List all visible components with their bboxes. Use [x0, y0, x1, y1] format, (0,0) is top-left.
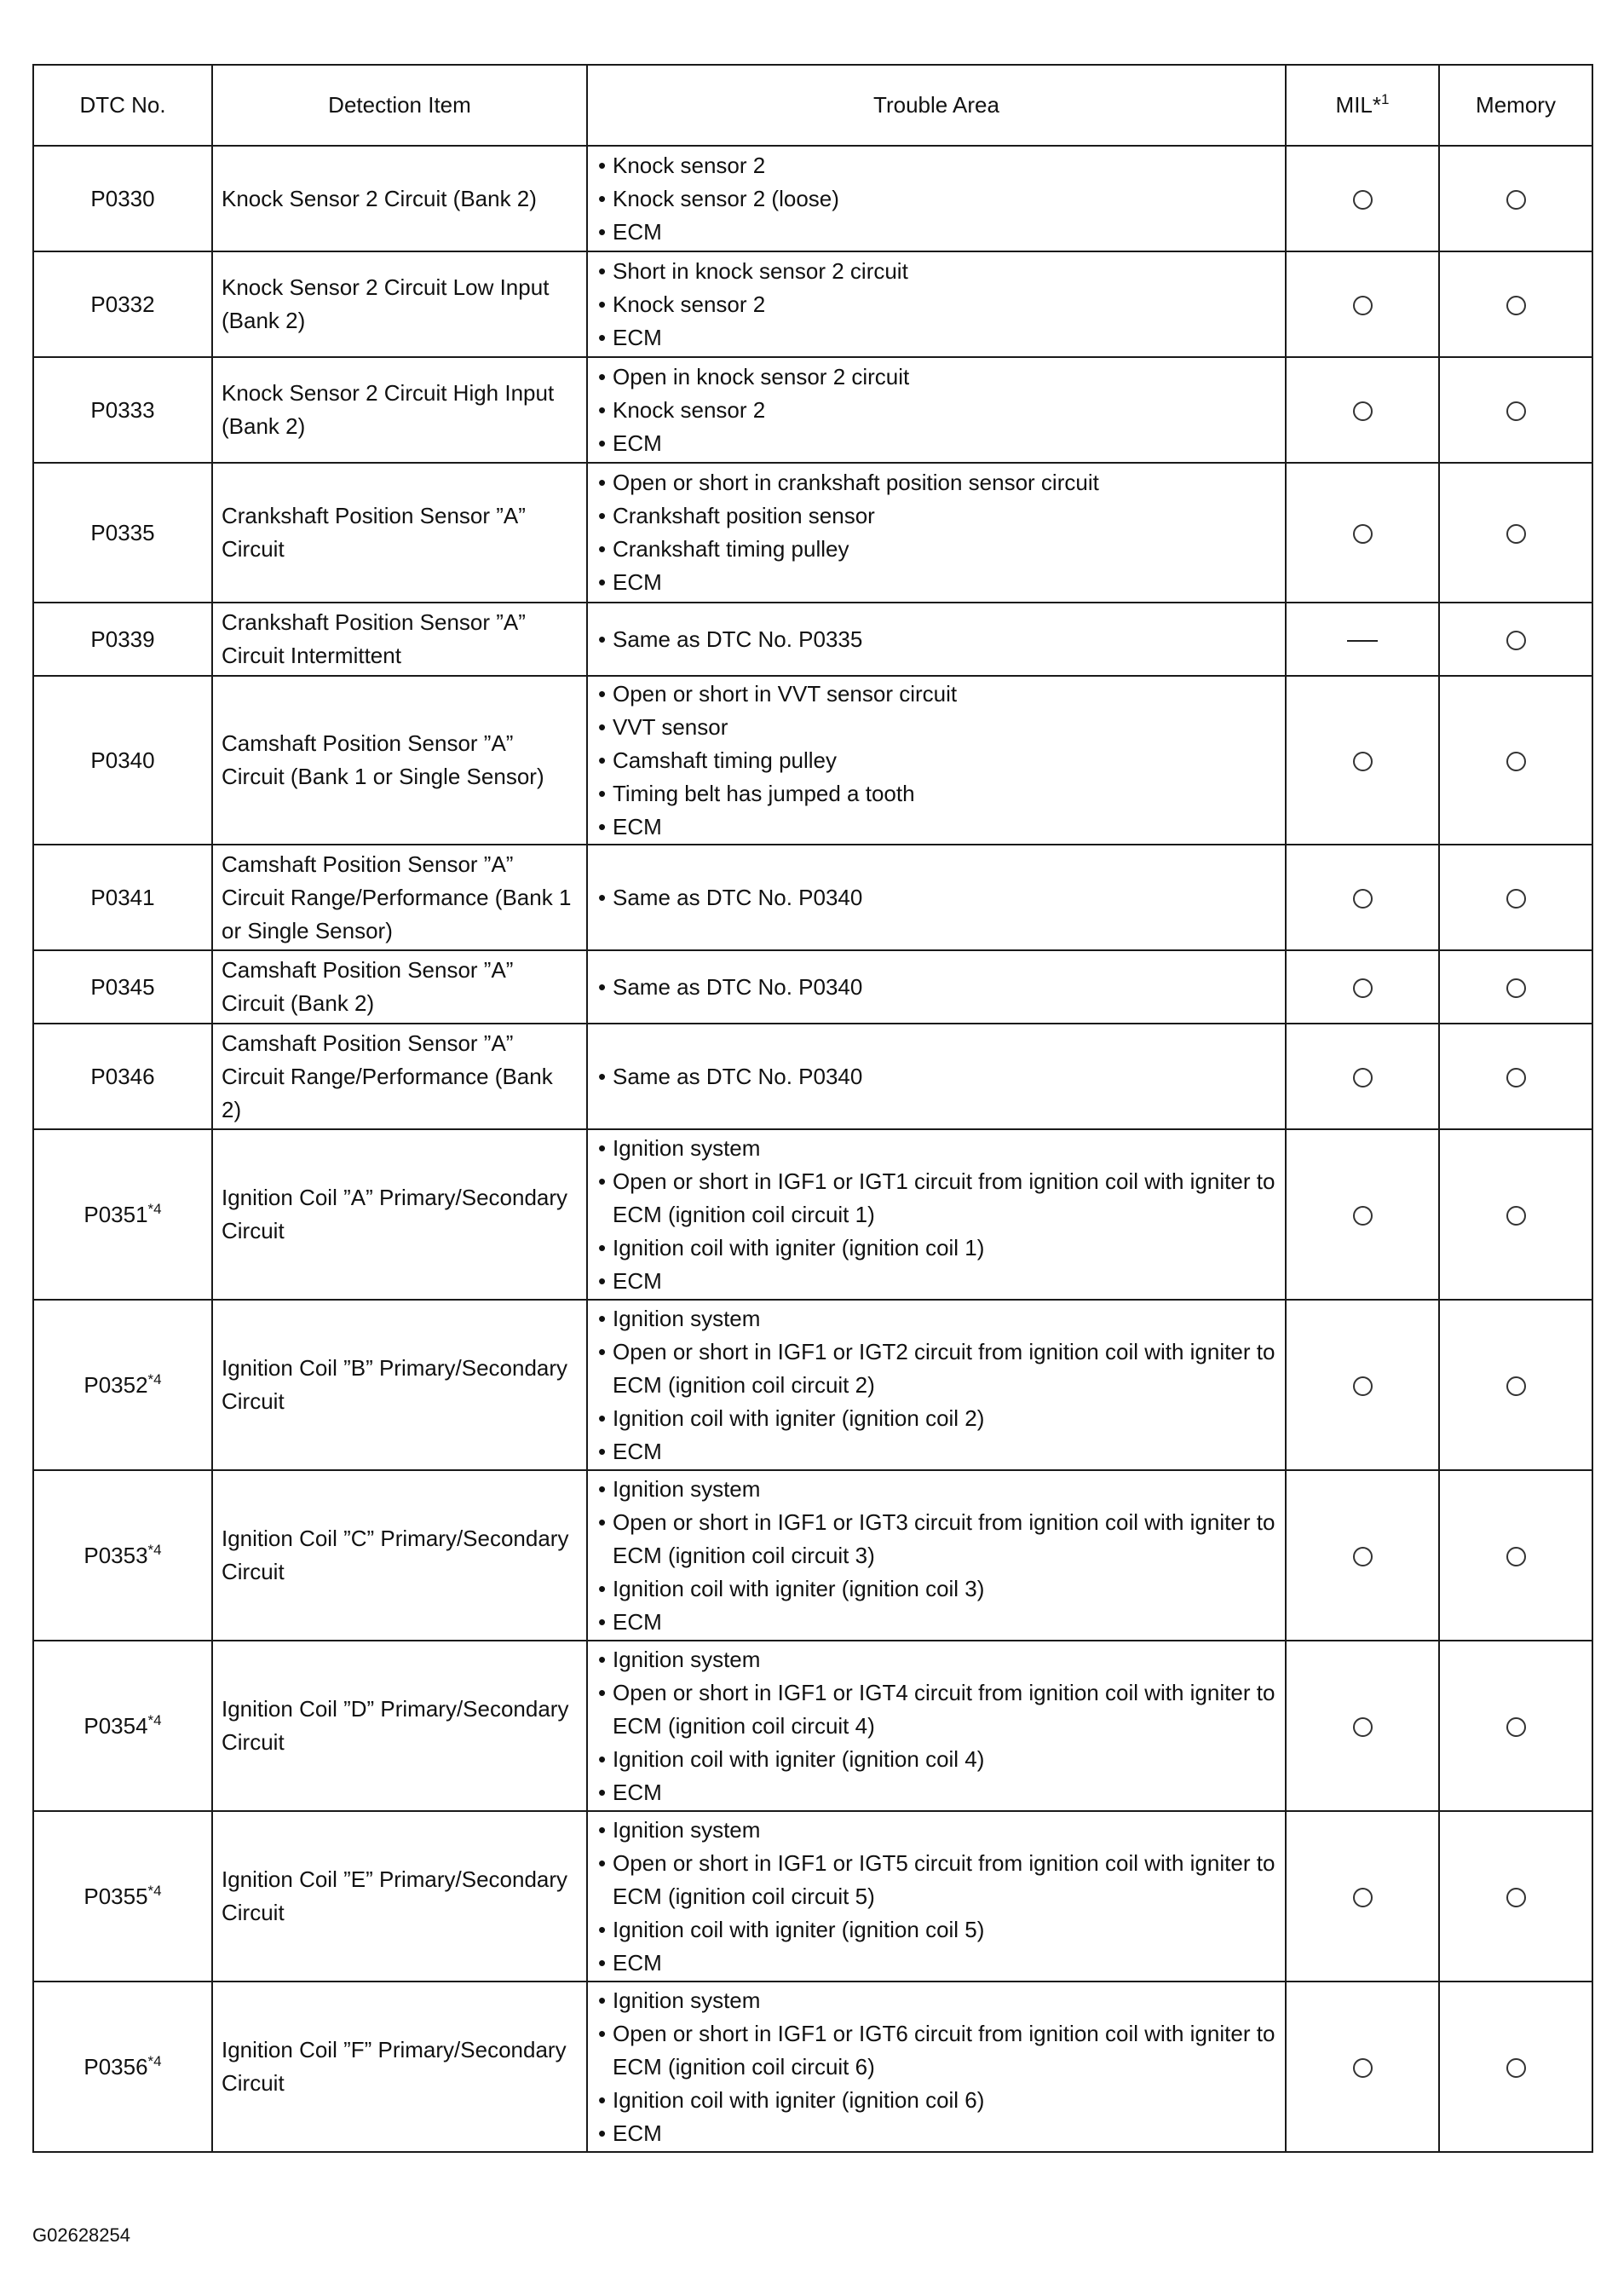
- memory-circle-icon: [1506, 1068, 1526, 1087]
- trouble-area-item: • ECM: [598, 1947, 1276, 1980]
- trouble-area-cell: [587, 1300, 1286, 1470]
- trouble-area-item: • Open or short in IGF1 or IGT3 circuit from ignition coil with igniter to ECM (ignition coil circuit 3): [598, 1506, 1276, 1572]
- trouble-area-item: • Same as DTC No. P0340: [598, 881, 1276, 914]
- dtc-code-note: *4: [147, 2052, 162, 2069]
- mil-cell: [1286, 1811, 1439, 1982]
- mil-cell: [1286, 845, 1439, 950]
- trouble-area-item: • Timing belt has jumped a tooth: [598, 777, 1276, 811]
- detection-item: Knock Sensor 2 Circuit High Input (Bank 2): [212, 357, 587, 463]
- trouble-area-item: • Ignition system: [598, 1814, 1276, 1847]
- trouble-area-item: • ECM: [598, 2117, 1276, 2150]
- memory-circle-icon: [1506, 1717, 1526, 1737]
- trouble-area-item: • Camshaft timing pulley: [598, 744, 1276, 777]
- memory-circle-icon: [1506, 1376, 1526, 1396]
- trouble-area-cell: [587, 950, 1286, 1024]
- mil-circle-icon: [1353, 1376, 1373, 1396]
- mil-cell: [1286, 1024, 1439, 1129]
- trouble-area-item: • Ignition system: [598, 1302, 1276, 1335]
- dtc-code-note: *4: [147, 1711, 162, 1728]
- memory-cell: [1439, 676, 1592, 845]
- memory-circle-icon: [1506, 631, 1526, 650]
- detection-item: Ignition Coil ”E” Primary/Secondary Circuit: [212, 1811, 587, 1982]
- mil-circle-icon: [1353, 1888, 1373, 1907]
- trouble-area-item: • Ignition system: [598, 1473, 1276, 1506]
- mil-cell: [1286, 146, 1439, 251]
- mil-circle-icon: [1353, 1068, 1373, 1087]
- trouble-area-item: • Open or short in IGF1 or IGT4 circuit from ignition coil with igniter to ECM (ignition coil circuit 4): [598, 1676, 1276, 1743]
- header-mil-label: MIL*: [1335, 92, 1381, 118]
- table-row: [33, 845, 1592, 950]
- header-detection-item: Detection Item: [212, 65, 587, 146]
- dtc-code-cell: [33, 950, 212, 1024]
- table-row: [33, 146, 1592, 251]
- trouble-area-item: • Crankshaft position sensor: [598, 499, 1276, 533]
- memory-cell: [1439, 251, 1592, 357]
- memory-circle-icon: [1506, 1547, 1526, 1566]
- table-row: [33, 676, 1592, 845]
- trouble-area-cell: [587, 603, 1286, 676]
- trouble-area-list: [598, 361, 1276, 460]
- memory-cell: [1439, 146, 1592, 251]
- trouble-area-item: • Ignition system: [598, 1643, 1276, 1676]
- table-row: [33, 251, 1592, 357]
- memory-circle-icon: [1506, 190, 1526, 210]
- memory-cell: [1439, 950, 1592, 1024]
- trouble-area-cell: [587, 463, 1286, 603]
- trouble-area-item: • Open or short in IGF1 or IGT5 circuit from ignition coil with igniter to ECM (ignition coil circuit 5): [598, 1847, 1276, 1913]
- header-mil-note: 1: [1381, 91, 1390, 107]
- detection-item: Camshaft Position Sensor ”A” Circuit (Bank 2): [212, 950, 587, 1024]
- trouble-area-item: • Open or short in IGF1 or IGT6 circuit from ignition coil with igniter to ECM (ignition coil circuit 6): [598, 2017, 1276, 2084]
- mil-cell: [1286, 950, 1439, 1024]
- detection-item: Camshaft Position Sensor ”A” Circuit (Bank 1 or Single Sensor): [212, 676, 587, 845]
- table-row: [33, 950, 1592, 1024]
- dtc-table: [32, 64, 1593, 2153]
- trouble-area-item: • ECM: [598, 216, 1276, 249]
- mil-cell: [1286, 251, 1439, 357]
- memory-cell: [1439, 1811, 1592, 1982]
- memory-cell: [1439, 1024, 1592, 1129]
- dtc-code-cell: [33, 463, 212, 603]
- table-row: [33, 1641, 1592, 1811]
- mil-circle-icon: [1353, 978, 1373, 998]
- table-row: [33, 1300, 1592, 1470]
- memory-circle-icon: [1506, 1206, 1526, 1226]
- detection-item: Ignition Coil ”F” Primary/Secondary Circuit: [212, 1982, 587, 2152]
- trouble-area-item: • ECM: [598, 1265, 1276, 1298]
- memory-circle-icon: [1506, 296, 1526, 315]
- header-memory: Memory: [1439, 65, 1592, 146]
- mil-cell: [1286, 1982, 1439, 2152]
- trouble-area-item: • Ignition coil with igniter (ignition coil 4): [598, 1743, 1276, 1776]
- memory-circle-icon: [1506, 978, 1526, 998]
- detection-item: Crankshaft Position Sensor ”A” Circuit: [212, 463, 587, 603]
- dtc-code: P0330: [90, 185, 155, 211]
- trouble-area-list: [598, 971, 1276, 1004]
- mil-circle-icon: [1353, 524, 1373, 544]
- trouble-area-item: • Ignition system: [598, 1984, 1276, 2017]
- detection-item: Crankshaft Position Sensor ”A” Circuit Intermittent: [212, 603, 587, 676]
- detection-item: Camshaft Position Sensor ”A” Circuit Range/Performance (Bank 2): [212, 1024, 587, 1129]
- trouble-area-item: • ECM: [598, 1776, 1276, 1809]
- memory-cell: [1439, 603, 1592, 676]
- table-row: [33, 1129, 1592, 1300]
- dtc-code-note: *4: [147, 1541, 162, 1558]
- trouble-area-item: • Ignition coil with igniter (ignition coil 1): [598, 1232, 1276, 1265]
- trouble-area-list: [598, 623, 1276, 656]
- dtc-code-cell: [33, 676, 212, 845]
- dtc-code-cell: [33, 603, 212, 676]
- dtc-code: P0341: [90, 884, 155, 910]
- trouble-area-cell: [587, 1811, 1286, 1982]
- detection-item: Knock Sensor 2 Circuit (Bank 2): [212, 146, 587, 251]
- trouble-area-list: [598, 1302, 1276, 1468]
- dtc-code: P0335: [90, 519, 155, 545]
- trouble-area-item: • Open or short in IGF1 or IGT1 circuit from ignition coil with igniter to ECM (ignition coil circuit 1): [598, 1165, 1276, 1232]
- dtc-code: P0340: [90, 747, 155, 773]
- trouble-area-cell: [587, 251, 1286, 357]
- memory-cell: [1439, 357, 1592, 463]
- trouble-area-cell: [587, 1470, 1286, 1641]
- trouble-area-item: • Open or short in IGF1 or IGT2 circuit from ignition coil with igniter to ECM (ignition coil circuit 2): [598, 1335, 1276, 1402]
- memory-circle-icon: [1506, 2058, 1526, 2078]
- memory-circle-icon: [1506, 524, 1526, 544]
- dtc-code: P0355: [83, 1883, 148, 1909]
- mil-dash-icon: [1347, 640, 1378, 642]
- trouble-area-list: [598, 1060, 1276, 1093]
- detection-item: Ignition Coil ”D” Primary/Secondary Circuit: [212, 1641, 587, 1811]
- mil-circle-icon: [1353, 401, 1373, 421]
- mil-cell: [1286, 357, 1439, 463]
- dtc-code: P0352: [83, 1371, 148, 1398]
- dtc-code: P0345: [90, 973, 155, 1000]
- trouble-area-cell: [587, 676, 1286, 845]
- memory-cell: [1439, 845, 1592, 950]
- trouble-area-list: [598, 1643, 1276, 1809]
- trouble-area-list: [598, 881, 1276, 914]
- dtc-code: P0356: [83, 2053, 148, 2080]
- mil-circle-icon: [1353, 1717, 1373, 1737]
- dtc-code-cell: [33, 1641, 212, 1811]
- trouble-area-item: • Crankshaft timing pulley: [598, 533, 1276, 566]
- detection-item: Camshaft Position Sensor ”A” Circuit Range/Performance (Bank 1 or Single Sensor): [212, 845, 587, 950]
- trouble-area-list: [598, 1473, 1276, 1639]
- figure-id: G02628254: [32, 2224, 130, 2246]
- trouble-area-item: • Knock sensor 2 (loose): [598, 182, 1276, 216]
- trouble-area-cell: [587, 845, 1286, 950]
- trouble-area-cell: [587, 1129, 1286, 1300]
- trouble-area-item: • ECM: [598, 1435, 1276, 1468]
- trouble-area-item: • Ignition coil with igniter (ignition coil 6): [598, 2084, 1276, 2117]
- dtc-code: P0339: [90, 626, 155, 652]
- trouble-area-list: [598, 149, 1276, 249]
- trouble-area-item: • Open in knock sensor 2 circuit: [598, 361, 1276, 394]
- memory-cell: [1439, 463, 1592, 603]
- trouble-area-item: • Open or short in VVT sensor circuit: [598, 678, 1276, 711]
- mil-cell: [1286, 603, 1439, 676]
- dtc-code-cell: [33, 1982, 212, 2152]
- memory-cell: [1439, 1641, 1592, 1811]
- trouble-area-item: • Short in knock sensor 2 circuit: [598, 255, 1276, 288]
- trouble-area-item: • Ignition coil with igniter (ignition coil 2): [598, 1402, 1276, 1435]
- trouble-area-list: [598, 1132, 1276, 1298]
- dtc-code-cell: [33, 1129, 212, 1300]
- dtc-code-cell: [33, 1811, 212, 1982]
- dtc-code-cell: [33, 146, 212, 251]
- trouble-area-item: • Ignition system: [598, 1132, 1276, 1165]
- mil-cell: [1286, 1641, 1439, 1811]
- table-row: [33, 463, 1592, 603]
- table-row: [33, 357, 1592, 463]
- dtc-code-note: *4: [147, 1882, 162, 1899]
- memory-circle-icon: [1506, 1888, 1526, 1907]
- dtc-code: P0354: [83, 1712, 148, 1739]
- trouble-area-item: • Same as DTC No. P0340: [598, 1060, 1276, 1093]
- header-mil: [1286, 65, 1439, 146]
- dtc-code-cell: [33, 1300, 212, 1470]
- dtc-code-cell: [33, 357, 212, 463]
- trouble-area-list: [598, 255, 1276, 355]
- trouble-area-list: [598, 466, 1276, 599]
- detection-item: Ignition Coil ”A” Primary/Secondary Circuit: [212, 1129, 587, 1300]
- trouble-area-list: [598, 678, 1276, 844]
- dtc-code: P0351: [83, 1201, 148, 1227]
- trouble-area-item: • Same as DTC No. P0335: [598, 623, 1276, 656]
- trouble-area-item: • VVT sensor: [598, 711, 1276, 744]
- dtc-table-body: [33, 146, 1592, 2152]
- detection-item: Ignition Coil ”C” Primary/Secondary Circuit: [212, 1470, 587, 1641]
- dtc-code: P0333: [90, 396, 155, 423]
- detection-item: Ignition Coil ”B” Primary/Secondary Circuit: [212, 1300, 587, 1470]
- mil-circle-icon: [1353, 2058, 1373, 2078]
- table-row: [33, 1811, 1592, 1982]
- trouble-area-cell: [587, 357, 1286, 463]
- mil-circle-icon: [1353, 190, 1373, 210]
- dtc-code: P0332: [90, 291, 155, 317]
- memory-cell: [1439, 1129, 1592, 1300]
- dtc-code: P0353: [83, 1542, 148, 1568]
- trouble-area-item: • ECM: [598, 1606, 1276, 1639]
- mil-circle-icon: [1353, 889, 1373, 909]
- dtc-code: P0346: [90, 1063, 155, 1089]
- trouble-area-item: • Knock sensor 2: [598, 288, 1276, 321]
- mil-cell: [1286, 1300, 1439, 1470]
- trouble-area-list: [598, 1984, 1276, 2150]
- mil-circle-icon: [1353, 752, 1373, 771]
- table-row: [33, 1982, 1592, 2152]
- trouble-area-list: [598, 1814, 1276, 1980]
- trouble-area-cell: [587, 1641, 1286, 1811]
- table-row: [33, 1024, 1592, 1129]
- table-row: [33, 1470, 1592, 1641]
- mil-cell: [1286, 463, 1439, 603]
- dtc-code-cell: [33, 251, 212, 357]
- mil-circle-icon: [1353, 296, 1373, 315]
- trouble-area-item: • Ignition coil with igniter (ignition coil 5): [598, 1913, 1276, 1947]
- mil-cell: [1286, 676, 1439, 845]
- trouble-area-item: • Knock sensor 2: [598, 394, 1276, 427]
- trouble-area-item: • Knock sensor 2: [598, 149, 1276, 182]
- header-dtc-no: DTC No.: [33, 65, 212, 146]
- dtc-code-cell: [33, 845, 212, 950]
- trouble-area-cell: [587, 1982, 1286, 2152]
- mil-circle-icon: [1353, 1547, 1373, 1566]
- dtc-code-cell: [33, 1024, 212, 1129]
- memory-circle-icon: [1506, 889, 1526, 909]
- dtc-code-note: *4: [147, 1200, 162, 1217]
- header-row: [33, 65, 1592, 146]
- trouble-area-item: • ECM: [598, 811, 1276, 844]
- mil-cell: [1286, 1470, 1439, 1641]
- trouble-area-item: • ECM: [598, 427, 1276, 460]
- mil-circle-icon: [1353, 1206, 1373, 1226]
- dtc-code-cell: [33, 1470, 212, 1641]
- trouble-area-item: • Same as DTC No. P0340: [598, 971, 1276, 1004]
- trouble-area-item: • Ignition coil with igniter (ignition coil 3): [598, 1572, 1276, 1606]
- trouble-area-cell: [587, 1024, 1286, 1129]
- trouble-area-item: • Open or short in crankshaft position sensor circuit: [598, 466, 1276, 499]
- trouble-area-cell: [587, 146, 1286, 251]
- trouble-area-item: • ECM: [598, 566, 1276, 599]
- memory-cell: [1439, 1470, 1592, 1641]
- memory-cell: [1439, 1982, 1592, 2152]
- memory-cell: [1439, 1300, 1592, 1470]
- trouble-area-item: • ECM: [598, 321, 1276, 355]
- table-row: [33, 603, 1592, 676]
- memory-circle-icon: [1506, 752, 1526, 771]
- memory-circle-icon: [1506, 401, 1526, 421]
- mil-cell: [1286, 1129, 1439, 1300]
- dtc-code-note: *4: [147, 1370, 162, 1387]
- detection-item: Knock Sensor 2 Circuit Low Input (Bank 2): [212, 251, 587, 357]
- header-trouble-area: Trouble Area: [587, 65, 1286, 146]
